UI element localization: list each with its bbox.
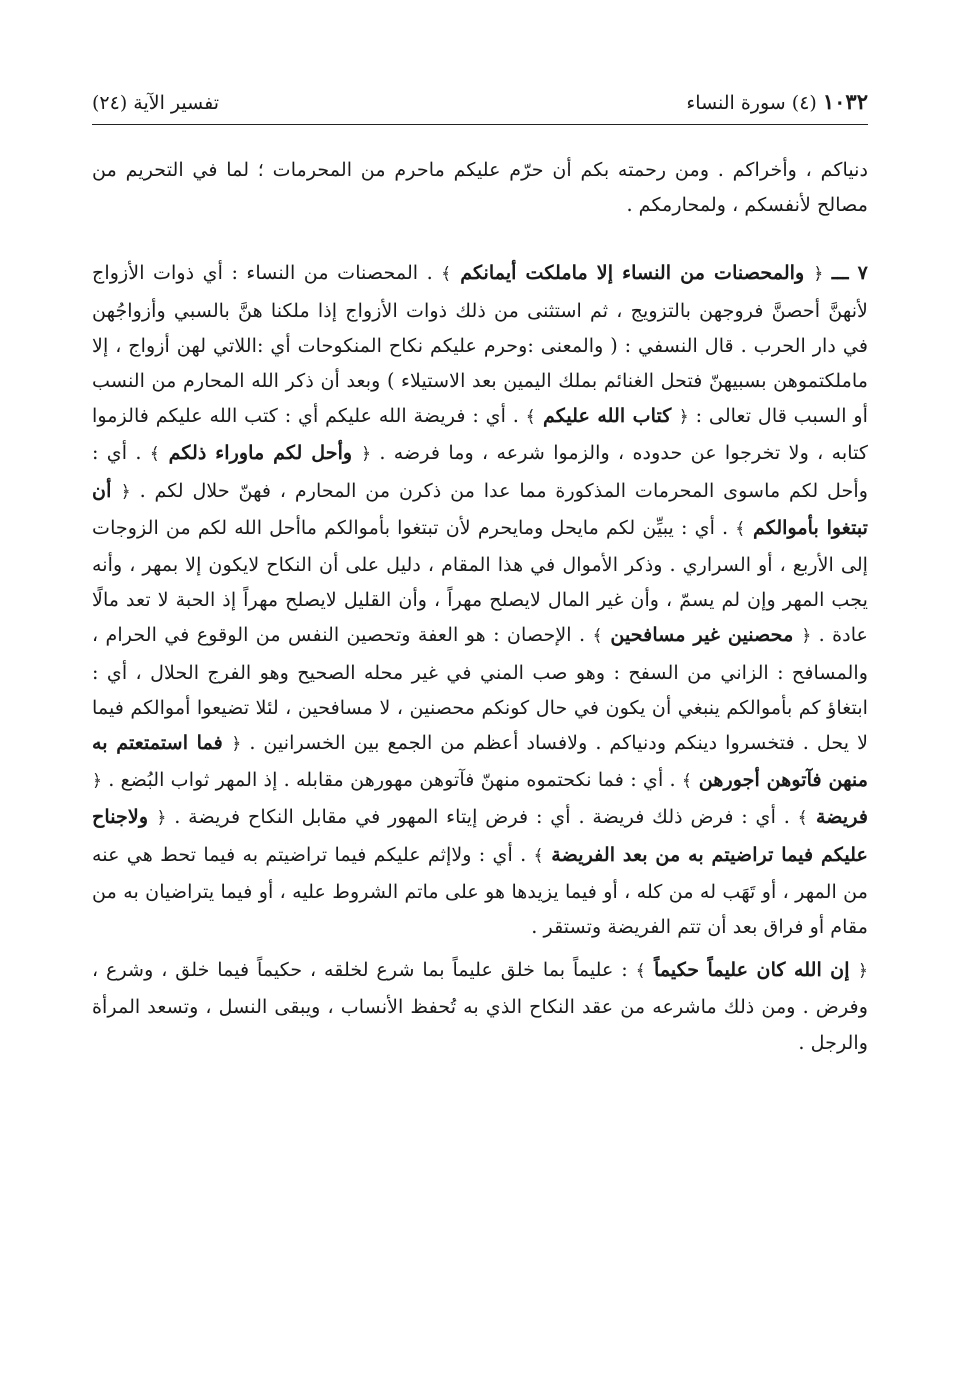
ornate-bracket-close: ﴾ bbox=[797, 808, 808, 829]
ornate-bracket-close: ﴾ bbox=[525, 407, 536, 428]
commentary-text: . أي : ولاإثم عليكم فيما تراضيتم به فيما تحط هي عنه من المهر ، أو تَهَب له من كله ، أو فيما يزيدها هو على ماتم الشروط عليه ، أو فيما يتراضيان به من مقام أو فراق بعد أن تتم الفريضة وتستقر . bbox=[92, 842, 868, 939]
ornate-bracket-close: ﴾ bbox=[149, 444, 160, 465]
quran-quote: ﴿ أن تبتغوا بأموالكم ﴾ bbox=[92, 478, 868, 539]
header-right bbox=[686, 87, 868, 118]
ornate-bracket-close: ﴾ bbox=[533, 845, 544, 866]
commentary-text: . أي : فما نكحتموه منهنّ فآتوهن مهورهن مقابله . إذ المهر ثواب البُضع . bbox=[108, 768, 676, 792]
header-divider bbox=[92, 124, 868, 125]
commentary-text: . أي : فرض ذلك فريضة . أي : فرض إيتاء المهور في مقابل النكاح فريضة . bbox=[174, 805, 790, 829]
quran-quote: ﴿ فما استمتعتم به منهن فآتوهن أجورهن ﴾ bbox=[92, 731, 869, 792]
page-number: ١٠٣٢ bbox=[822, 89, 868, 114]
ornate-bracket-open: ﴿ bbox=[120, 481, 131, 502]
ornate-bracket-close: ﴾ bbox=[592, 626, 603, 647]
ornate-bracket-open: ﴿ bbox=[858, 961, 868, 982]
intro-paragraph: دنياكم ، وأخراكم . ومن رحمته بكم أن حرّم عليكم ماحرم من المحرمات ؛ لما في التحريم من مصالح لأنفسكم ، ولمحارمكم . bbox=[92, 158, 868, 217]
ornate-bracket-open: ﴿ bbox=[156, 808, 167, 829]
commentary-text: : عليماً بما خلق عليماً بما شرع لخلقه ، حكيماً فيما خلق ، وشرع ، وفرض . ومن ذلك ماشرعه من عقد النكاح الذي به تُحفظ الأنساب ، ويبقى النسل ، وتسعد المرأة والرجل . bbox=[92, 958, 868, 1054]
commentary-text: . أي : يبيِّن لكم مايحل ومايحرم لأن تبتغوا بأموالكم ماأحل الله لكم من الزوجات إلى الأربع ، أو السراري . وذكر الأموال في هذا المقام ، دليل على أن النكاح لايكون إلا بمهر ، وأنه يجب المهر وإن لم يسمّ ، وأن غير المال لايصلح مهراً ، وأن القليل لايصلح مهراً إذ الحبة لا تعد مالًا عادة . bbox=[92, 515, 869, 647]
section-title: تفسير الآية (٢٤) bbox=[92, 92, 219, 114]
ornate-bracket-open: ﴿ bbox=[92, 771, 102, 792]
ornate-bracket-open: ﴿ bbox=[231, 734, 242, 755]
quran-quote: ﴿ وأحل لكم ماوراء ذلكم ﴾ bbox=[149, 441, 372, 465]
commentary-text: . المحصنات من النساء : أي ذوات الأزواج لأنهنَّ أحصنَّ فروجهن بالتزويج ، ثم استثنى من ذلك ذوات الأزواج إذا ملكنا هنَّ بالسبي وأزواجُهن في دار الحرب . قال النسفي : ( والمعنى :وحرم عليكم نكاح المنكوحات أي :اللاتي لهن أزواج ، إلا ماملكتموهن بسبيهنّ فتحل الغنائم بملك اليمين بعد الاستيلاء ) وبعد أن ذكر الله المحارم من النسب أو السبب قال تعالى : bbox=[92, 261, 869, 428]
quran-quote: ﴿ ولاجناح عليكم فيما تراضيتم به من بعد الفريضة ﴾ bbox=[92, 805, 868, 866]
ornate-bracket-close: ﴾ bbox=[635, 961, 646, 982]
ornate-bracket-close: ﴾ bbox=[681, 771, 692, 792]
main-paragraph bbox=[92, 255, 868, 944]
commentary-text: . الإحصان : هو العفة وتحصين النفس من الوقوع في الحرام ، والمسافح : الزاني من السفح : وهو صب المني في غير محله الصحيح وهو الفرج الحلال ، أي : ابتغاؤ كم بأموالكم ينبغي أن يكون في حال كونكم محصنين ، لا مسافحين ، لئلا تضيعوا أموالكم فيما لا يحل . فتخسروا دينكم ودنياكم . ولافساد أعظم من الجمع بين الخسرانين . bbox=[92, 623, 869, 755]
quran-quote: ﴿ والمحصنات من النساء إلا ماملكت أيمانكم ﴾ bbox=[441, 261, 824, 285]
commentary-text: . أي : وأحل لكم ماسوى المحرمات المذكورة مما عدا من ذكرن من المحارم ، فهنّ حلال لكم . bbox=[92, 441, 868, 502]
commentary-text: . أي : فريضة الله عليكم أي : كتب الله عليكم فالزموا كتابه ، ولا تخرجوا عن حدوده ، والزموا شرعه ، وما فرضه . bbox=[92, 404, 868, 465]
surah-title: (٤) سورة النساء bbox=[686, 92, 817, 114]
ornate-bracket-close: ﴾ bbox=[735, 518, 746, 539]
quran-quote: ﴿ فريضة ﴾ bbox=[92, 771, 869, 829]
ornate-bracket-open: ﴿ bbox=[813, 264, 824, 285]
quran-quote: ﴿ إن الله كان عليماً حكيماً ﴾ bbox=[635, 958, 868, 982]
quran-quote: ﴿ كتاب الله عليكم ﴾ bbox=[525, 404, 689, 428]
closing-paragraph bbox=[92, 952, 868, 1060]
quran-quote: ﴿ محصنين غير مسافحين ﴾ bbox=[592, 623, 812, 647]
ornate-bracket-close: ﴾ bbox=[441, 264, 452, 285]
ornate-bracket-open: ﴿ bbox=[801, 626, 812, 647]
running-header bbox=[92, 84, 868, 118]
ornate-bracket-open: ﴿ bbox=[678, 407, 689, 428]
ornate-bracket-open: ﴿ bbox=[361, 444, 372, 465]
commentary-body bbox=[92, 152, 868, 1060]
verse-number: ٧ ـــ bbox=[831, 261, 868, 285]
